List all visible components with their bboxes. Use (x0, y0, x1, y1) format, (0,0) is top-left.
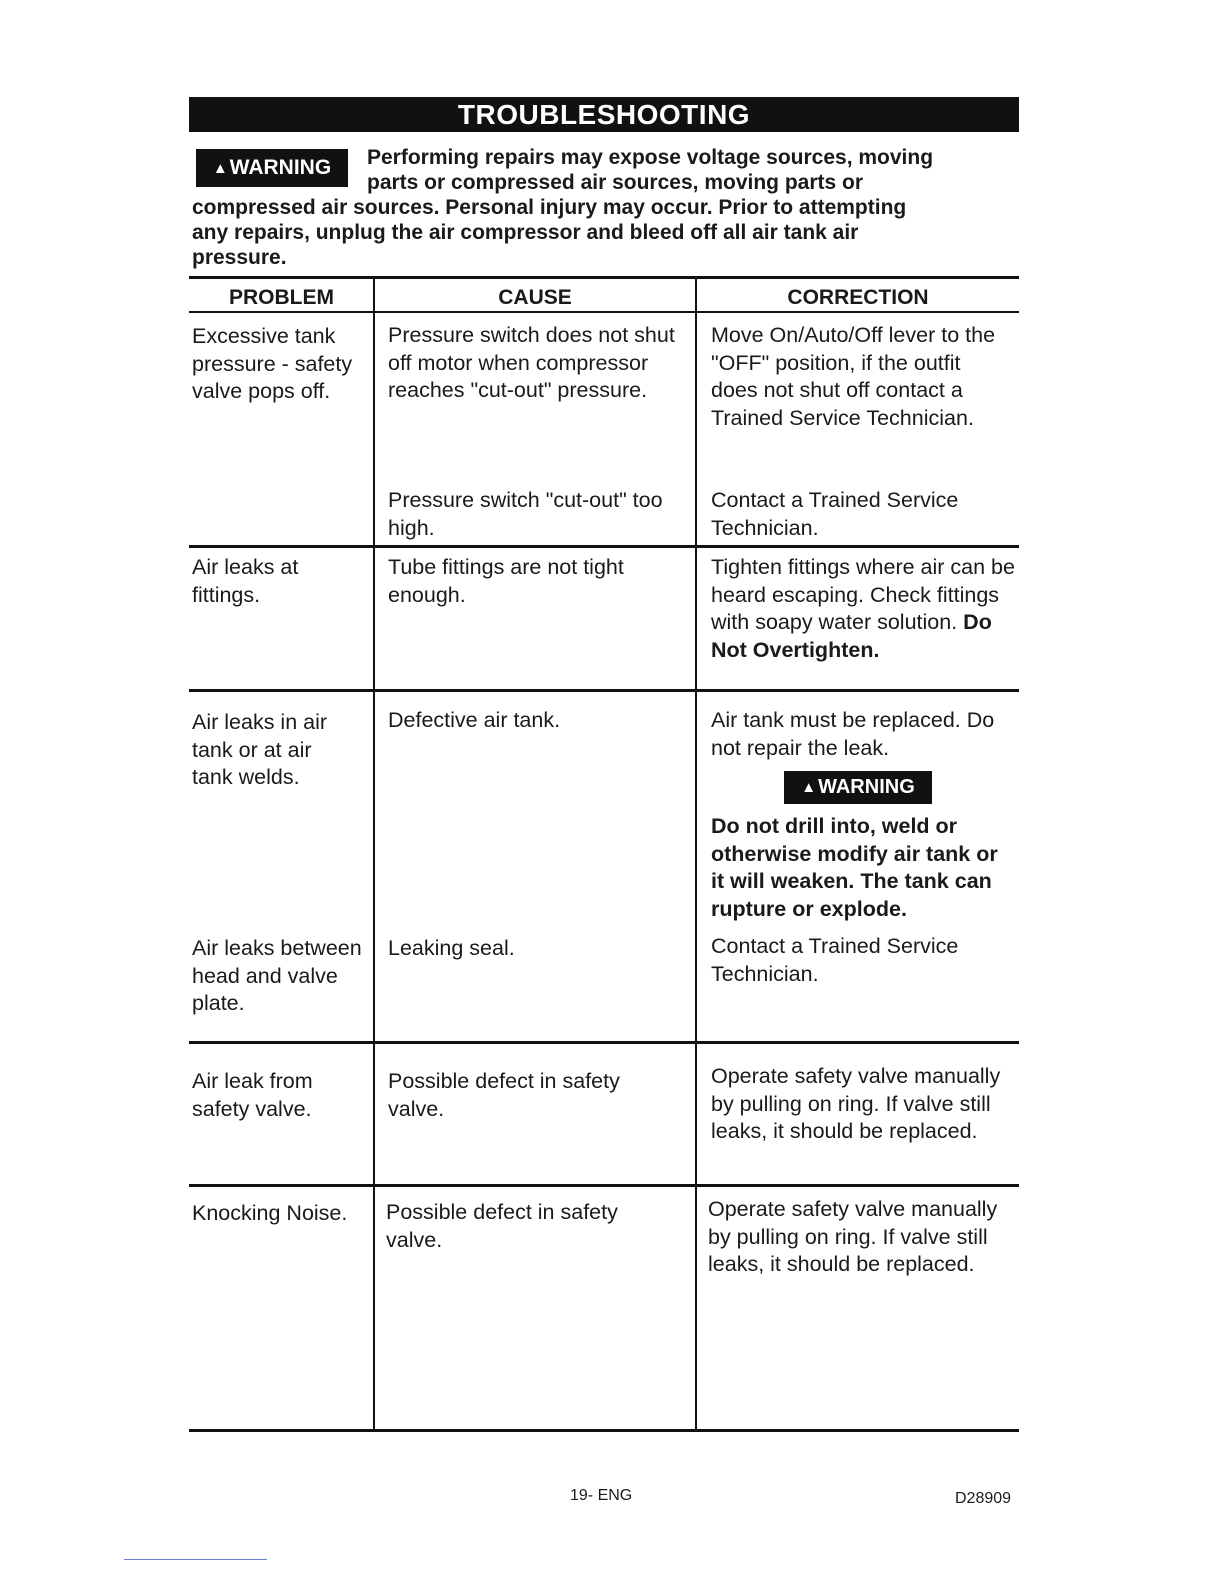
row-divider (189, 1184, 1019, 1187)
cause-cell: Defective air tank. (388, 708, 561, 732)
correction-cell: Contact a Trained Service Technician. (711, 934, 959, 986)
document-code: D28909 (955, 1490, 1012, 1507)
correction-cell (711, 554, 1016, 664)
warning-line-1: Performing repairs may expose voltage sources, moving (367, 146, 934, 169)
correction-text: Tighten fittings where air can be heard escaping. Check fittings with soapy water solution. (711, 555, 1015, 634)
row-divider (189, 689, 1019, 692)
column-divider (695, 276, 697, 1432)
cause-cell: Possible defect in safety valve. (386, 1200, 618, 1252)
problem-cell: Knocking Noise. (192, 1201, 348, 1225)
problem-cell: Air leaks between head and valve plate. (192, 936, 362, 1015)
warning-line-5: pressure. (192, 246, 287, 269)
column-divider (373, 276, 375, 1432)
correction-cell: Operate safety valve manually by pulling on ring. If valve still leaks, it should be replaced. (708, 1197, 998, 1276)
correction-cell: Air tank must be replaced. Do not repair the leak. (711, 708, 995, 760)
warning-triangle-icon: ▲ (212, 159, 228, 177)
link-underline (124, 1559, 267, 1560)
cause-cell: Leaking seal. (388, 936, 515, 960)
row-divider (189, 545, 1019, 548)
header-cause: CAUSE (498, 286, 572, 309)
cause-cell: Pressure switch "cut-out" too high. (388, 488, 663, 540)
page-title: TROUBLESHOOTING (189, 97, 1019, 132)
problem-cell: Excessive tank pressure - safety valve pops off. (192, 324, 353, 403)
correction-cell: Operate safety valve manually by pulling on ring. If valve still leaks, it should be replaced. (711, 1064, 1001, 1143)
inline-warning-text: Do not drill into, weld or otherwise modify air tank or it will weaken. The tank can rupture or explode. (711, 814, 998, 921)
warning-line-2: parts or compressed air sources, moving parts or (367, 171, 864, 194)
correction-emphasis: Do Not Overtighten. (711, 610, 992, 662)
warning-badge-label: WARNING (229, 156, 332, 179)
warning-badge (196, 149, 348, 187)
inline-warning-badge (784, 771, 932, 804)
header-problem: PROBLEM (229, 286, 334, 309)
header-rule (189, 311, 1019, 313)
warning-triangle-icon: ▲ (801, 779, 817, 796)
page-number: 19- ENG (570, 1487, 633, 1504)
correction-cell: Move On/Auto/Off lever to the "OFF" position, if the outfit does not shut off contact a Trained Service Technician. (711, 323, 996, 430)
problem-cell: Air leaks at fittings. (192, 555, 299, 607)
problem-cell: Air leak from safety valve. (192, 1069, 313, 1121)
table-bottom-rule (189, 1429, 1019, 1432)
row-divider (189, 1041, 1019, 1044)
problem-cell: Air leaks in air tank or at air tank welds. (192, 710, 328, 789)
cause-cell: Pressure switch does not shut off motor when compressor reaches "cut-out" pressure. (388, 323, 675, 402)
cause-cell: Possible defect in safety valve. (388, 1069, 620, 1121)
cause-cell: Tube fittings are not tight enough. (388, 555, 624, 607)
header-correction: CORRECTION (787, 286, 929, 309)
table-top-rule (189, 276, 1019, 279)
warning-line-3: compressed air sources. Personal injury may occur. Prior to attempting (192, 196, 907, 219)
inline-warning-label: WARNING (818, 776, 915, 798)
warning-line-4: any repairs, unplug the air compressor and bleed off all air tank air (192, 221, 859, 244)
correction-cell: Contact a Trained Service Technician. (711, 488, 959, 540)
